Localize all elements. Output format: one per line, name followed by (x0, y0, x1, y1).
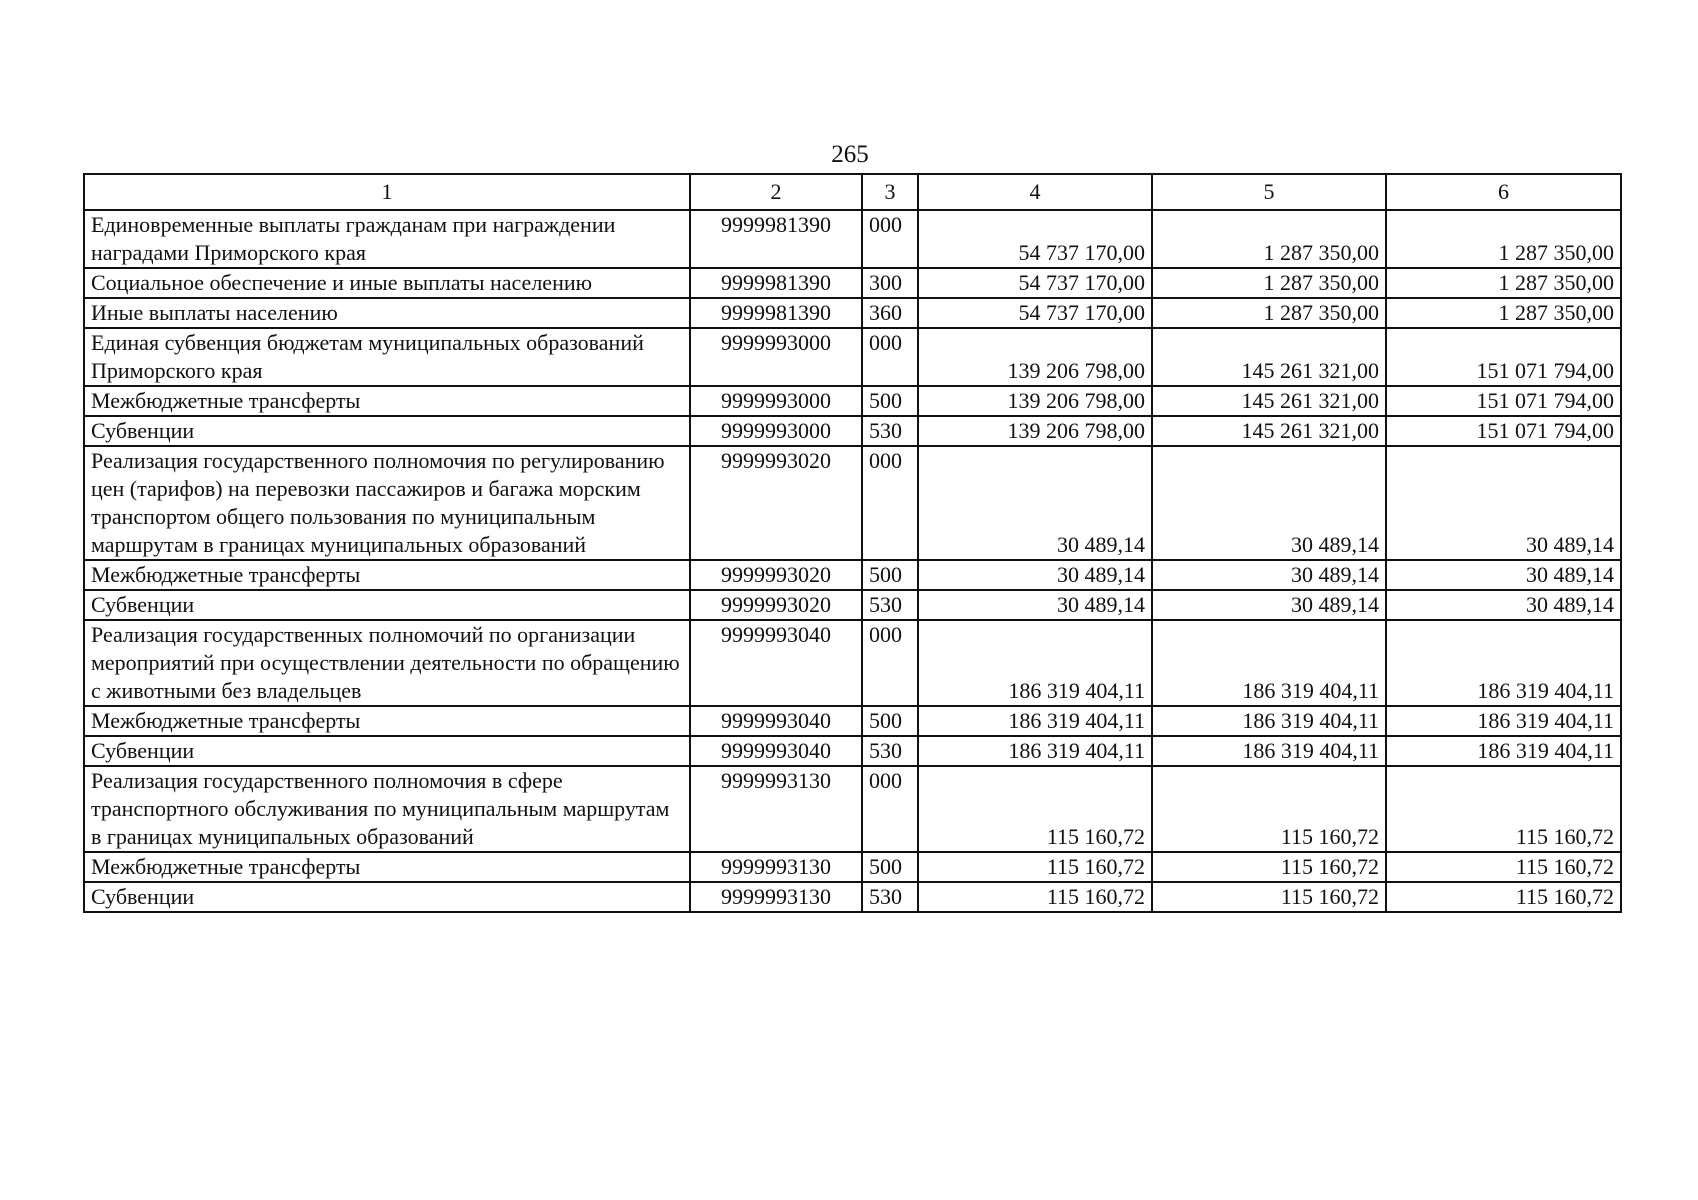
row-name-cell: Социальное обеспечение и иные выплаты населению (84, 268, 690, 298)
row-value-col4: 30 489,14 (918, 560, 1152, 590)
row-value-col6: 115 160,72 (1386, 766, 1621, 852)
row-value-col5: 115 160,72 (1152, 882, 1386, 912)
row-value-col4: 139 206 798,00 (918, 386, 1152, 416)
column-header: 5 (1152, 174, 1386, 210)
row-expense-type-cell: 500 (862, 560, 918, 590)
row-code-cell: 9999993020 (690, 446, 862, 560)
row-code-cell: 9999993000 (690, 386, 862, 416)
row-value-col4: 186 319 404,11 (918, 620, 1152, 706)
row-name-cell: Субвенции (84, 882, 690, 912)
table-row (84, 706, 1621, 736)
row-name-cell: Иные выплаты населению (84, 298, 690, 328)
row-name-cell: Единовременные выплаты гражданам при награждении наградами Приморского края (84, 210, 690, 268)
row-expense-type-cell: 500 (862, 386, 918, 416)
row-code-cell: 9999981390 (690, 268, 862, 298)
row-code-cell: 9999993130 (690, 766, 862, 852)
row-name-cell: Единая субвенция бюджетам муниципальных образований Приморского края (84, 328, 690, 386)
row-code-cell: 9999993000 (690, 328, 862, 386)
table-row (84, 736, 1621, 766)
row-name-cell: Межбюджетные трансферты (84, 560, 690, 590)
row-value-col4: 115 160,72 (918, 852, 1152, 882)
row-code-cell: 9999993130 (690, 852, 862, 882)
row-value-col6: 1 287 350,00 (1386, 298, 1621, 328)
table-row (84, 268, 1621, 298)
column-header: 3 (862, 174, 918, 210)
table-row (84, 416, 1621, 446)
row-code-cell: 9999993040 (690, 620, 862, 706)
row-name-cell: Межбюджетные трансферты (84, 852, 690, 882)
row-code-cell: 9999993040 (690, 706, 862, 736)
row-expense-type-cell: 530 (862, 882, 918, 912)
row-name-cell: Межбюджетные трансферты (84, 386, 690, 416)
row-value-col5: 1 287 350,00 (1152, 210, 1386, 268)
row-value-col6: 186 319 404,11 (1386, 620, 1621, 706)
row-value-col5: 145 261 321,00 (1152, 328, 1386, 386)
row-value-col6: 186 319 404,11 (1386, 706, 1621, 736)
row-expense-type-cell: 530 (862, 736, 918, 766)
row-value-col6: 151 071 794,00 (1386, 416, 1621, 446)
row-value-col6: 115 160,72 (1386, 882, 1621, 912)
row-value-col4: 54 737 170,00 (918, 298, 1152, 328)
row-expense-type-cell: 000 (862, 210, 918, 268)
column-header: 2 (690, 174, 862, 210)
row-value-col6: 115 160,72 (1386, 852, 1621, 882)
row-value-col5: 186 319 404,11 (1152, 736, 1386, 766)
table-row (84, 210, 1621, 268)
column-header: 6 (1386, 174, 1621, 210)
row-expense-type-cell: 530 (862, 416, 918, 446)
row-code-cell: 9999993040 (690, 736, 862, 766)
row-code-cell: 9999993130 (690, 882, 862, 912)
row-value-col4: 30 489,14 (918, 590, 1152, 620)
row-value-col4: 115 160,72 (918, 766, 1152, 852)
row-value-col6: 151 071 794,00 (1386, 386, 1621, 416)
row-value-col5: 30 489,14 (1152, 560, 1386, 590)
row-value-col6: 30 489,14 (1386, 590, 1621, 620)
column-header: 1 (84, 174, 690, 210)
row-name-cell: Реализация государственного полномочия в сфере транспортного обслуживания по муниципальным маршрутам в границах муниципальных образований (84, 766, 690, 852)
row-value-col4: 139 206 798,00 (918, 416, 1152, 446)
row-code-cell: 9999981390 (690, 210, 862, 268)
table-row (84, 590, 1621, 620)
row-value-col4: 54 737 170,00 (918, 268, 1152, 298)
table-row (84, 882, 1621, 912)
row-value-col5: 186 319 404,11 (1152, 620, 1386, 706)
row-value-col5: 186 319 404,11 (1152, 706, 1386, 736)
row-expense-type-cell: 000 (862, 620, 918, 706)
row-value-col5: 115 160,72 (1152, 852, 1386, 882)
row-value-col5: 145 261 321,00 (1152, 416, 1386, 446)
row-name-cell: Реализация государственного полномочия по регулированию цен (тарифов) на перевозки пассажиров и багажа морским транспортом общего пользования по муниципальным маршрутам в границах муниципальных образований (84, 446, 690, 560)
row-value-col4: 186 319 404,11 (918, 706, 1152, 736)
row-expense-type-cell: 000 (862, 328, 918, 386)
row-value-col4: 115 160,72 (918, 882, 1152, 912)
row-name-cell: Межбюджетные трансферты (84, 706, 690, 736)
row-expense-type-cell: 530 (862, 590, 918, 620)
row-expense-type-cell: 500 (862, 706, 918, 736)
row-expense-type-cell: 000 (862, 446, 918, 560)
row-value-col6: 1 287 350,00 (1386, 268, 1621, 298)
row-value-col5: 30 489,14 (1152, 446, 1386, 560)
row-value-col5: 145 261 321,00 (1152, 386, 1386, 416)
row-value-col6: 1 287 350,00 (1386, 210, 1621, 268)
table-row (84, 386, 1621, 416)
budget-table (83, 173, 1622, 913)
row-name-cell: Субвенции (84, 736, 690, 766)
row-value-col6: 151 071 794,00 (1386, 328, 1621, 386)
row-name-cell: Субвенции (84, 590, 690, 620)
row-code-cell: 9999981390 (690, 298, 862, 328)
row-value-col5: 30 489,14 (1152, 590, 1386, 620)
row-value-col4: 54 737 170,00 (918, 210, 1152, 268)
row-value-col5: 1 287 350,00 (1152, 268, 1386, 298)
row-value-col4: 139 206 798,00 (918, 328, 1152, 386)
row-name-cell: Реализация государственных полномочий по организации мероприятий при осуществлении деятельности по обращению с животными без владельцев (84, 620, 690, 706)
table-row (84, 446, 1621, 560)
row-expense-type-cell: 360 (862, 298, 918, 328)
row-expense-type-cell: 500 (862, 852, 918, 882)
table-header-row (84, 174, 1621, 210)
table-row (84, 620, 1621, 706)
row-value-col6: 30 489,14 (1386, 446, 1621, 560)
row-value-col6: 30 489,14 (1386, 560, 1621, 590)
table-row (84, 766, 1621, 852)
row-expense-type-cell: 000 (862, 766, 918, 852)
page-number: 265 (831, 141, 869, 168)
row-value-col4: 30 489,14 (918, 446, 1152, 560)
row-code-cell: 9999993020 (690, 560, 862, 590)
table-row (84, 298, 1621, 328)
row-code-cell: 9999993000 (690, 416, 862, 446)
row-value-col6: 186 319 404,11 (1386, 736, 1621, 766)
row-value-col4: 186 319 404,11 (918, 736, 1152, 766)
row-value-col5: 115 160,72 (1152, 766, 1386, 852)
row-expense-type-cell: 300 (862, 268, 918, 298)
table-row (84, 852, 1621, 882)
row-name-cell: Субвенции (84, 416, 690, 446)
table-row (84, 560, 1621, 590)
row-value-col5: 1 287 350,00 (1152, 298, 1386, 328)
table-row (84, 328, 1621, 386)
row-code-cell: 9999993020 (690, 590, 862, 620)
column-header: 4 (918, 174, 1152, 210)
